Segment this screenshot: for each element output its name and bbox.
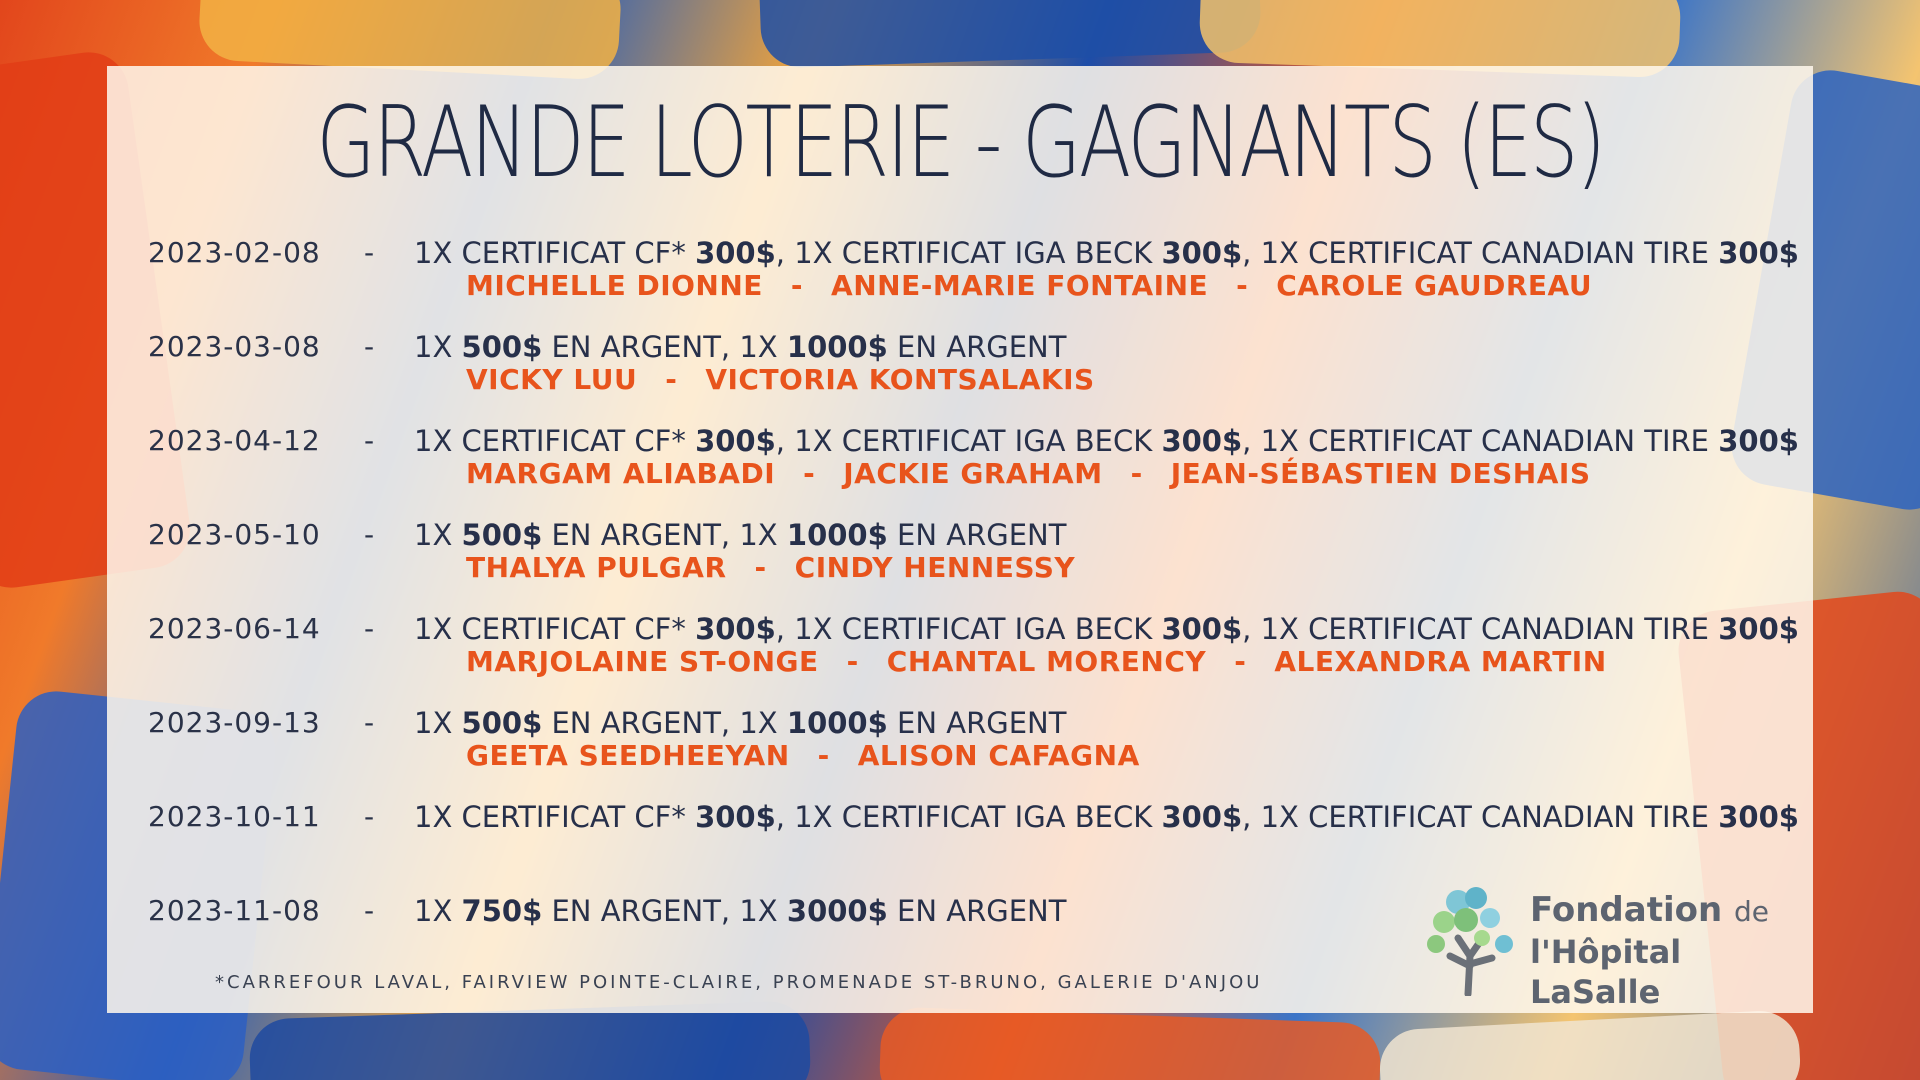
prize-text: EN ARGENT bbox=[887, 894, 1067, 928]
prize-text: , 1X CERTIFICAT CANADIAN TIRE bbox=[1242, 424, 1719, 458]
winner-name: JEAN-SÉBASTIEN DESHAIS bbox=[1170, 457, 1591, 490]
winner-name: MARGAM ALIABADI bbox=[466, 457, 776, 490]
winner-name: MARJOLAINE ST-ONGE bbox=[466, 645, 819, 678]
prize-amount: 1000$ bbox=[786, 706, 888, 740]
winner-name: VICKY LUU bbox=[466, 363, 638, 396]
draw-prizes bbox=[414, 518, 1066, 552]
prize-amount: 1000$ bbox=[786, 330, 888, 364]
prize-text: , 1X CERTIFICAT IGA BECK bbox=[775, 612, 1162, 646]
draw-date: 2023-06-14 bbox=[148, 612, 321, 645]
draw-dash: - bbox=[364, 894, 375, 927]
prize-text: EN ARGENT, 1X bbox=[542, 706, 787, 740]
winner-separator: - bbox=[790, 269, 804, 302]
winner-name: JACKIE GRAHAM bbox=[843, 457, 1103, 490]
prize-text: 1X bbox=[414, 518, 462, 552]
prize-text: , 1X CERTIFICAT IGA BECK bbox=[775, 424, 1162, 458]
winner-name: CAROLE GAUDREAU bbox=[1276, 269, 1593, 302]
winner-separator: - bbox=[1130, 457, 1143, 490]
winners-line bbox=[466, 551, 1075, 584]
prize-amount: 500$ bbox=[461, 706, 543, 740]
prize-text: 1X CERTIFICAT CF* bbox=[414, 612, 696, 646]
tree-icon bbox=[1420, 886, 1520, 996]
footnote: *CARREFOUR LAVAL, FAIRVIEW POINTE-CLAIRE, PROMENADE ST-BRUNO, GALERIE D'ANJOU bbox=[215, 972, 1263, 993]
prize-text: , 1X CERTIFICAT IGA BECK bbox=[775, 800, 1162, 834]
prize-amount: 300$ bbox=[1718, 800, 1799, 834]
prize-amount: 300$ bbox=[1161, 236, 1243, 270]
winner-name: VICTORIA KONTSALAKIS bbox=[705, 363, 1095, 396]
prize-text: EN ARGENT, 1X bbox=[542, 518, 787, 552]
winner-separator: - bbox=[817, 739, 830, 772]
prize-text: 1X bbox=[414, 894, 462, 928]
prize-amount: 300$ bbox=[695, 612, 776, 646]
prize-amount: 300$ bbox=[1718, 236, 1799, 270]
prize-text: 1X bbox=[414, 330, 462, 364]
winner-separator: - bbox=[1234, 645, 1247, 678]
draw-date: 2023-10-11 bbox=[148, 800, 321, 833]
winner-name: ANNE-MARIE FONTAINE bbox=[831, 269, 1209, 302]
prize-amount: 300$ bbox=[1161, 800, 1243, 834]
winner-name: ALEXANDRA MARTIN bbox=[1274, 645, 1607, 678]
logo-line1-suffix: de bbox=[1734, 895, 1770, 928]
winners-line bbox=[466, 363, 1095, 396]
foundation-logo bbox=[1420, 886, 1780, 1011]
draw-prizes bbox=[414, 424, 1799, 458]
winner-name: GEETA SEEDHEEYAN bbox=[466, 739, 790, 772]
winner-separator: - bbox=[665, 363, 678, 396]
draw-date: 2023-09-13 bbox=[148, 706, 321, 739]
prize-text: EN ARGENT, 1X bbox=[542, 330, 787, 364]
draw-date: 2023-02-08 bbox=[148, 236, 321, 269]
draw-prizes bbox=[414, 894, 1066, 928]
prize-text: EN ARGENT, 1X bbox=[542, 894, 787, 928]
winner-separator: - bbox=[754, 551, 767, 584]
winners-line bbox=[466, 457, 1591, 490]
page-title: GRANDE LOTERIE - GAGNANTS (ES) bbox=[316, 86, 1604, 200]
prize-text: , 1X CERTIFICAT CANADIAN TIRE bbox=[1242, 612, 1719, 646]
draw-dash: - bbox=[364, 424, 375, 457]
prize-amount: 500$ bbox=[461, 330, 543, 364]
prize-text: , 1X CERTIFICAT CANADIAN TIRE bbox=[1242, 800, 1719, 834]
prize-text: EN ARGENT bbox=[887, 330, 1067, 364]
prize-amount: 500$ bbox=[461, 518, 543, 552]
prize-text: 1X CERTIFICAT CF* bbox=[414, 800, 696, 834]
draw-dash: - bbox=[364, 706, 375, 739]
winners-line bbox=[466, 739, 1140, 772]
prize-text: 1X CERTIFICAT CF* bbox=[414, 236, 696, 270]
draw-prizes bbox=[414, 236, 1799, 270]
draw-dash: - bbox=[364, 518, 375, 551]
draw-prizes bbox=[414, 612, 1799, 646]
draw-date: 2023-03-08 bbox=[148, 330, 321, 363]
draw-prizes bbox=[414, 800, 1799, 834]
prize-amount: 300$ bbox=[1718, 424, 1799, 458]
prize-amount: 300$ bbox=[695, 424, 776, 458]
winners-line bbox=[466, 269, 1592, 302]
winner-name: ALISON CAFAGNA bbox=[857, 739, 1140, 772]
winner-separator: - bbox=[1236, 269, 1249, 302]
winner-name: CINDY HENNESSY bbox=[794, 551, 1076, 584]
draw-dash: - bbox=[364, 236, 375, 269]
prize-text: 1X CERTIFICAT CF* bbox=[414, 424, 696, 458]
winner-name: CHANTAL MORENCY bbox=[886, 645, 1207, 678]
draw-dash: - bbox=[364, 612, 375, 645]
prize-amount: 300$ bbox=[1161, 424, 1243, 458]
prize-amount: 1000$ bbox=[786, 518, 888, 552]
prize-text: EN ARGENT bbox=[887, 706, 1067, 740]
prize-amount: 750$ bbox=[461, 894, 543, 928]
winners-line bbox=[466, 645, 1607, 678]
prize-text: , 1X CERTIFICAT IGA BECK bbox=[775, 236, 1162, 270]
prize-amount: 300$ bbox=[695, 236, 776, 270]
draw-dash: - bbox=[364, 330, 375, 363]
prize-text: EN ARGENT bbox=[887, 518, 1067, 552]
draw-date: 2023-05-10 bbox=[148, 518, 321, 551]
winner-name: MICHELLE DIONNE bbox=[466, 269, 763, 302]
winner-name: THALYA PULGAR bbox=[466, 551, 727, 584]
logo-line2: l'Hôpital LaSalle bbox=[1530, 933, 1682, 1011]
draw-date: 2023-11-08 bbox=[148, 894, 321, 927]
prize-text: 1X bbox=[414, 706, 462, 740]
draw-prizes bbox=[414, 706, 1066, 740]
prize-amount: 3000$ bbox=[786, 894, 888, 928]
logo-line1: Fondation bbox=[1530, 890, 1723, 930]
prize-amount: 300$ bbox=[1718, 612, 1799, 646]
draw-date: 2023-04-12 bbox=[148, 424, 321, 457]
prize-amount: 300$ bbox=[1161, 612, 1243, 646]
prize-text: , 1X CERTIFICAT CANADIAN TIRE bbox=[1242, 236, 1719, 270]
draw-prizes bbox=[414, 330, 1066, 364]
draw-dash: - bbox=[364, 800, 375, 833]
prize-amount: 300$ bbox=[695, 800, 776, 834]
winner-separator: - bbox=[846, 645, 859, 678]
winner-separator: - bbox=[803, 457, 816, 490]
